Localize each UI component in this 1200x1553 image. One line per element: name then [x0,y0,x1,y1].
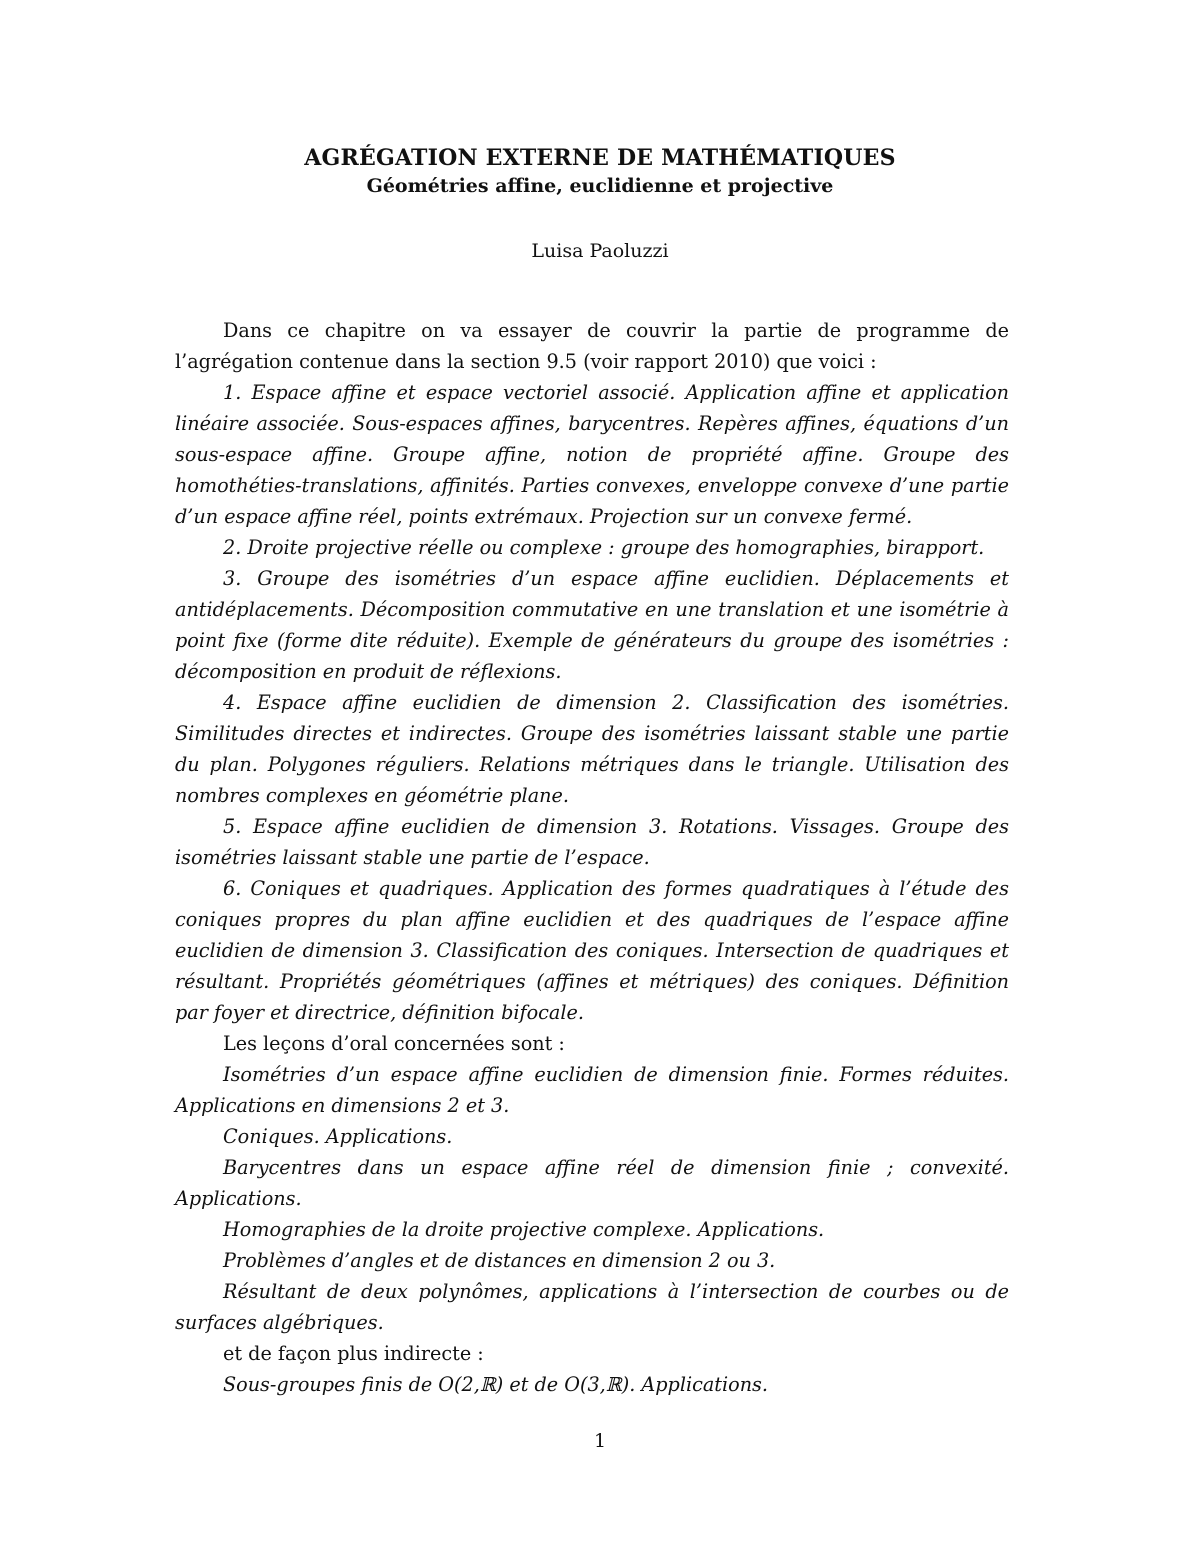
programme-item: 5. Espace affine euclidien de dimension 3. Rotations. Vissages. Groupe des isométries laissant stable une partie de l’espace. [175,815,1009,869]
lecons-intro: Les leçons d’oral concernées sont : [223,1032,565,1055]
lecon-item: Problèmes d’angles et de distances en dimension 2 ou 3. [223,1249,776,1272]
page-number: 1 [593,1430,607,1452]
body-text [175,315,1009,1400]
lecon-item: Isométries d’un espace affine euclidien de dimension finie. Formes réduites. Applications en dimensions 2 et 3. [175,1063,1009,1117]
programme-item: 4. Espace affine euclidien de dimension 2. Classification des isométries. Similitudes directes et indirectes. Groupe des isométries laissant stable une partie du plan. Polygones réguliers. Relations métriques dans le triangle. Utilisation des nombres complexes en géométrie plane. [175,691,1009,807]
lecon-item: Homographies de la droite projective complexe. Applications. [223,1218,825,1241]
programme-item: 6. Coniques et quadriques. Application des formes quadratiques à l’étude des coniques propres du plan affine euclidien et des quadriques de l’espace affine euclidien de dimension 3. Classification des coniques. Intersection de quadriques et résultant. Propriétés géométriques (affines et métriques) des coniques. Définition par foyer et directrice, définition bifocale. [175,877,1009,1024]
lecon-item: Barycentres dans un espace affine réel de dimension finie ; convexité. Applications. [175,1156,1009,1210]
author-name: Luisa Paoluzzi [531,240,669,262]
lecon-item: Résultant de deux polynômes, applications à l’intersection de courbes ou de surfaces algébriques. [175,1280,1009,1334]
indirect-item: Sous-groupes finis de O(2,ℝ) et de O(3,ℝ). Applications. [223,1373,768,1396]
indirect-intro: et de façon plus indirecte : [223,1342,484,1365]
programme-item: 3. Groupe des isométries d’un espace affine euclidien. Déplacements et antidéplacements. Décomposition commutative en une translation et une isométrie à point fixe (forme dite réduite). Exemple de générateurs du groupe des isométries : décomposition en produit de réflexions. [175,567,1009,683]
lecon-item: Coniques. Applications. [223,1125,453,1148]
intro-paragraph: Dans ce chapitre on va essayer de couvrir la partie de programme de l’agrégation contenue dans la section 9.5 (voir rapport 2010) que voici : [175,319,1009,373]
programme-item: 1. Espace affine et espace vectoriel associé. Application affine et application linéaire associée. Sous-espaces affines, barycentres. Repères affines, équations d’un sous-espace affine. Groupe affine, notion de propriété affine. Groupe des homothéties-translations, affinités. Parties convexes, enveloppe convexe d’une partie d’un espace affine réel, points extrémaux. Projection sur un convexe fermé. [175,381,1009,528]
programme-item: 2. Droite projective réelle ou complexe : groupe des homographies, birapport. [223,536,985,559]
document-title: AGRÉGATION EXTERNE DE MATHÉMATIQUES [304,145,896,171]
document-subtitle: Géométries affine, euclidienne et projective [366,175,834,197]
